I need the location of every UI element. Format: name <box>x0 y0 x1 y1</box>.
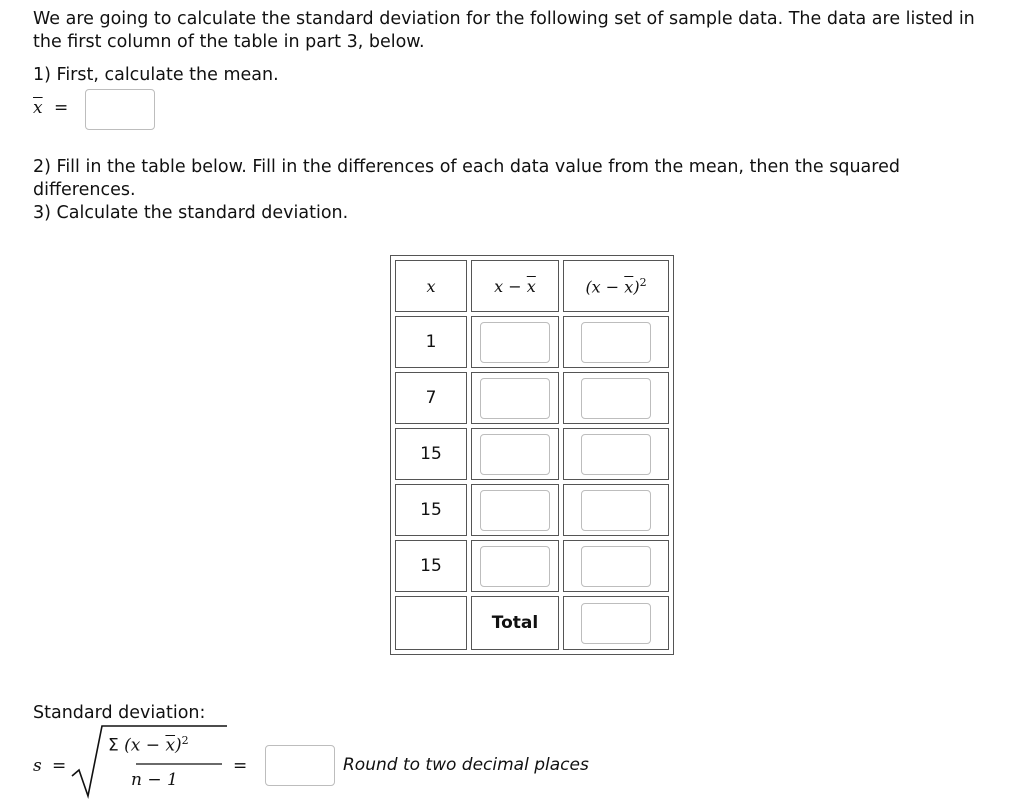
row-2-sq-input[interactable] <box>581 378 651 419</box>
row-3-diff-input[interactable] <box>480 434 550 475</box>
header-diff <box>471 260 559 312</box>
stddev-input[interactable] <box>265 745 335 786</box>
mean-symbol: $\overline{x}$ <box>33 98 43 118</box>
header-squared <box>563 260 669 312</box>
row-2-x <box>395 372 467 424</box>
header-diff-text: $x - \overline{x}$ <box>494 276 536 296</box>
round-note: Round to two decimal places <box>343 755 589 775</box>
row-4-sq-cell <box>563 484 669 536</box>
row-4-x <box>395 484 467 536</box>
mean-equation <box>33 98 68 118</box>
s-symbol: s <box>33 756 42 776</box>
row-1-x-value: 1 <box>425 332 437 352</box>
row-2-diff-input[interactable] <box>480 378 550 419</box>
formula-denominator: n − 1 <box>131 770 178 790</box>
row-3-diff-cell <box>471 428 559 480</box>
row-2-diff-cell <box>471 372 559 424</box>
formula-numerator <box>108 734 189 756</box>
mean-equals: = <box>54 98 69 118</box>
row-1-diff-cell <box>471 316 559 368</box>
header-x <box>395 260 467 312</box>
row-3-sq-cell <box>563 428 669 480</box>
row-2-sq-cell <box>563 372 669 424</box>
total-label: Total <box>491 613 539 633</box>
row-5-diff-cell <box>471 540 559 592</box>
numerator-expression: $(x - \overline{x})$ <box>124 735 182 756</box>
s-equals: = <box>52 756 67 776</box>
total-sq-input[interactable] <box>581 603 651 644</box>
sum-symbol: Σ <box>108 735 119 756</box>
row-5-sq-cell <box>563 540 669 592</box>
row-1-sq-input[interactable] <box>581 322 651 363</box>
row-4-x-value: 15 <box>420 500 442 520</box>
intro-line-2: the first column of the table in part 3, below. <box>33 32 425 52</box>
header-x-text: x <box>426 276 436 296</box>
header-squared-text: $(x - \overline{x})^2$ <box>585 275 647 297</box>
row-3-sq-input[interactable] <box>581 434 651 475</box>
row-1-x <box>395 316 467 368</box>
row-4-sq-input[interactable] <box>581 490 651 531</box>
step3-label: 3) Calculate the standard deviation. <box>33 203 349 223</box>
row-5-sq-input[interactable] <box>581 546 651 587</box>
step2-line-2: differences. <box>33 180 136 200</box>
row-5-diff-input[interactable] <box>480 546 550 587</box>
result-equals: = <box>233 756 248 776</box>
data-table <box>390 255 674 655</box>
row-4-diff-cell <box>471 484 559 536</box>
row-5-x <box>395 540 467 592</box>
stddev-label: Standard deviation: <box>33 703 206 723</box>
row-4-diff-input[interactable] <box>480 490 550 531</box>
total-label-cell <box>471 596 559 650</box>
total-empty-cell <box>395 596 467 650</box>
header-squared-exponent: 2 <box>639 275 647 289</box>
row-2-x-value: 7 <box>425 388 437 408</box>
mean-input[interactable] <box>85 89 155 130</box>
row-1-diff-input[interactable] <box>480 322 550 363</box>
step1-label: 1) First, calculate the mean. <box>33 65 279 85</box>
row-1-sq-cell <box>563 316 669 368</box>
total-sq-cell <box>563 596 669 650</box>
row-3-x <box>395 428 467 480</box>
intro-line-1: We are going to calculate the standard deviation for the following set of sample data. The data are listed in <box>33 9 975 29</box>
step2-line-1: 2) Fill in the table below. Fill in the differences of each data value from the mean, then the squared <box>33 157 900 177</box>
row-3-x-value: 15 <box>420 444 442 464</box>
numerator-exponent: 2 <box>181 734 189 747</box>
row-5-x-value: 15 <box>420 556 442 576</box>
